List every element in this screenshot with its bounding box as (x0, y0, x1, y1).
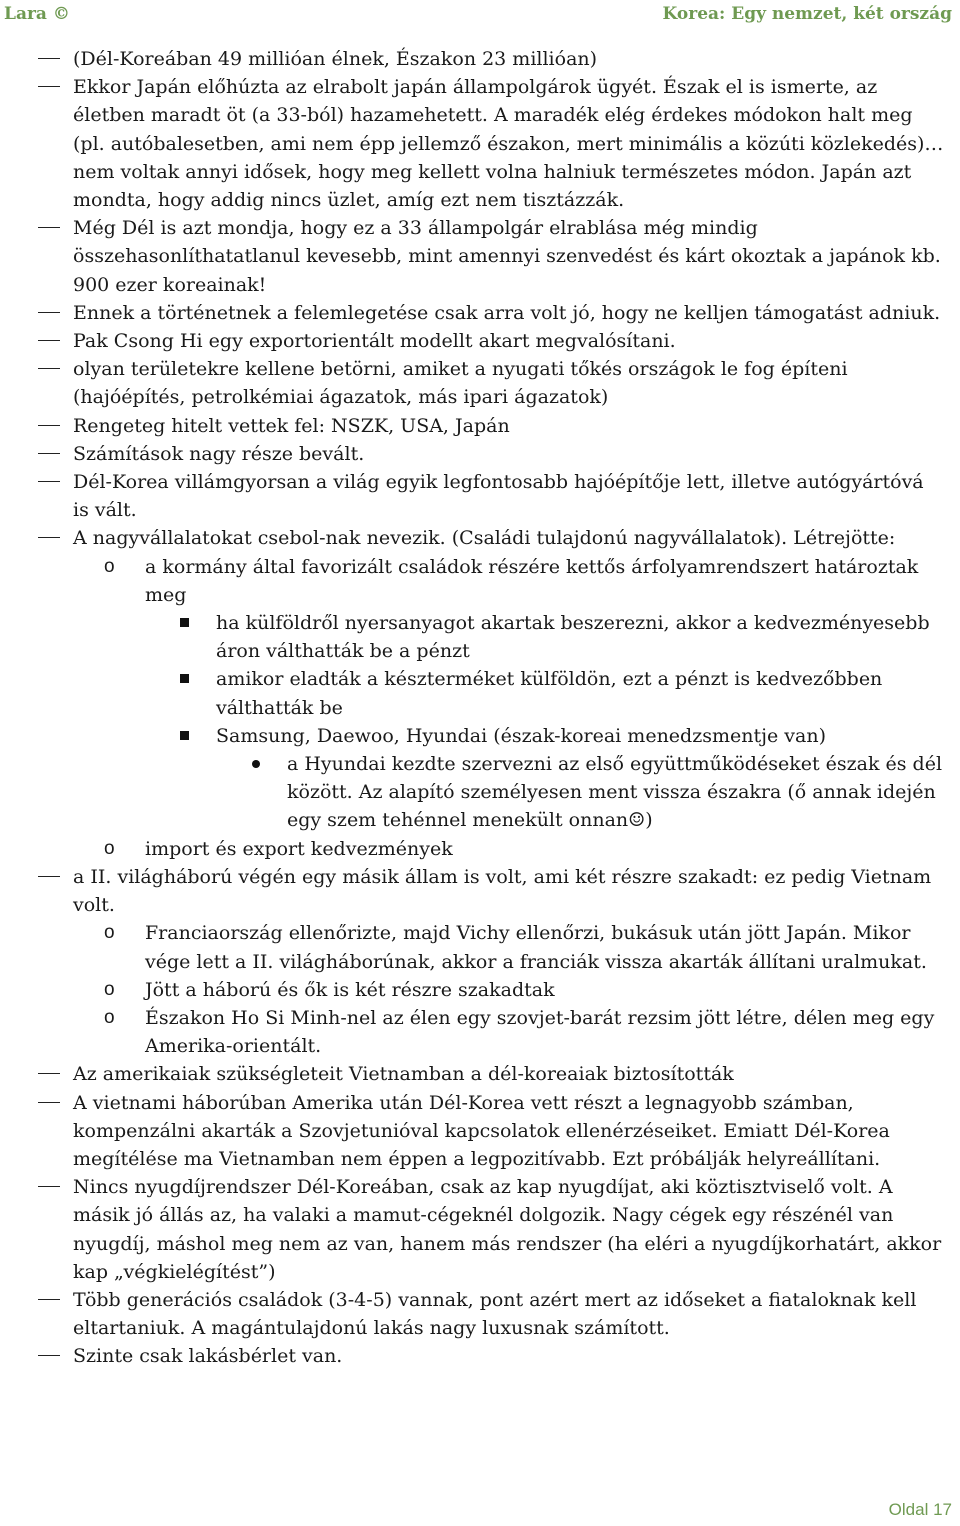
list-item (0, 1342, 960, 1370)
dash-bullet-icon (38, 368, 60, 369)
circle-bullet-icon: o (104, 978, 115, 1000)
dash-bullet-icon (38, 453, 60, 454)
list-item-text: a kormány által favorizált családok részére kettős árfolyamrendszert határoztak meg (145, 555, 919, 606)
list-item-text: olyan területekre kellene betörni, amiket a nyugati tőkés országok le fog építeni (hajóépítés, petrolkémiai ágazatok, más ipari ágazatok) (73, 358, 848, 409)
list-item (0, 553, 960, 609)
dash-bullet-icon (38, 481, 60, 482)
list-item-text: Még Dél is azt mondja, hogy ez a 33 állampolgár elrablása még mindig összehasonlíthatatlanul kevesebb, mint amennyi szenvedést és kárt okoztak a japánok kb. 900 ezer koreainak! (73, 217, 941, 296)
dash-bullet-icon (38, 425, 60, 426)
list-item (0, 73, 960, 214)
header-title: Korea: Egy nemzet, két ország (662, 4, 952, 24)
list-item (0, 1089, 960, 1174)
dash-bullet-icon (38, 1355, 60, 1356)
dash-bullet-icon (38, 58, 60, 59)
list-item (0, 863, 960, 919)
header-author: Lara © (4, 4, 70, 24)
dash-bullet-icon (38, 340, 60, 341)
circle-bullet-icon: o (104, 837, 115, 859)
list-item (0, 750, 960, 835)
circle-bullet-icon: o (104, 1006, 115, 1028)
list-item-text: A nagyvállalatokat csebol-nak nevezik. (Családi tulajdonú nagyvállalatok). Létrejötte: (73, 527, 896, 550)
list-item-text: ha külföldről nyersanyagot akartak beszerezni, akkor a kedvezményesebb áron válthatták be a pénzt (216, 612, 930, 663)
list-item (0, 1060, 960, 1088)
circle-bullet-icon: o (104, 922, 115, 944)
square-bullet-icon (180, 618, 189, 627)
list-item-text: (Dél-Koreában 49 millióan élnek, Északon 23 millióan) (73, 48, 598, 70)
list-item-text: Rengeteg hitelt vettek fel: NSZK, USA, Japán (73, 414, 510, 437)
list-item-text: Nincs nyugdíjrendszer Dél-Koreában, csak az kap nyugdíjat, aki köztisztviselő volt. A másik jó állás az, ha valaki a mamut-cégeknél dolgozik. Nagy cégek egy részénél van nyugdíj, máshol meg nem az van, hanem más rendszer (ha eléri a nyugdíjkorhatárt, akkor kap „végkielégítést”) (73, 1176, 942, 1283)
list-item-text: import és export kedvezmények (145, 837, 453, 860)
list-item (0, 45, 960, 73)
dash-bullet-icon (38, 312, 60, 313)
document-body (0, 45, 960, 1371)
list-item (0, 722, 960, 750)
list-item (0, 976, 960, 1004)
list-item (0, 1286, 960, 1342)
list-item-text: a II. világháború végén egy másik állam is volt, ami két részre szakadt: ez pedig Vietnam volt. (73, 865, 932, 917)
dash-bullet-icon (38, 876, 60, 877)
page-number: Oldal 17 (888, 1500, 952, 1519)
square-bullet-icon (180, 674, 189, 683)
list-item (0, 299, 960, 327)
dash-bullet-icon (38, 86, 60, 87)
list-item-text: A vietnami háborúban Amerika után Dél-Korea vett részt a legnagyobb számban, kompenzálni akarták a Szovjetunióval kapcsolatok ellenérzéseiket. Emiatt Dél-Korea megítélése ma Vietnamban nem éppen a legpozitívabb. Ezt próbálják helyreállítani. (73, 1091, 890, 1170)
list-item-text: Franciaország ellenőrizte, majd Vichy ellenőrzi, bukásuk után jött Japán. Mikor vége lett a II. világháborúnak, akkor a franciák vissza akarták állítani uralmukat. (145, 922, 927, 973)
list-item (0, 440, 960, 468)
list-item-text: Samsung, Daewoo, Hyundai (észak-koreai menedzsmentje van) (216, 724, 826, 747)
list-item (0, 524, 960, 552)
list-item (0, 609, 960, 665)
dash-bullet-icon (38, 1186, 60, 1187)
list-item-text: Jött a háború és ők is két részre szakadtak (145, 978, 555, 1001)
square-bullet-icon (180, 731, 189, 740)
list-item-text: Szinte csak lakásbérlet van. (73, 1345, 343, 1368)
list-item-text: Számítások nagy része bevált. (73, 442, 365, 465)
list-item (0, 1173, 960, 1286)
dash-bullet-icon (38, 1073, 60, 1074)
list-item (0, 835, 960, 863)
list-item-text: amikor eladták a készterméket külföldön, ezt a pénzt is kedvezőbben válthatták be (216, 668, 883, 719)
list-item (0, 412, 960, 440)
list-item-text: Több generációs családok (3-4-5) vannak, pont azért mert az időseket a fiataloknak kell eltartaniuk. A magántulajdonú lakás nagy luxusnak számított. (73, 1288, 917, 1340)
circle-bullet-icon: o (104, 555, 115, 577)
dash-bullet-icon (38, 537, 60, 538)
list-item (0, 1004, 960, 1060)
list-item-text: Ekkor Japán előhúzta az elrabolt japán állampolgárok ügyét. Észak el is ismerte, az életben maradt öt (a 33-ból) hazamehetett. A maradék elég érdekes módokon halt meg (pl. autóbalesetben, ami nem épp jellemző északon, mert minimális a közúti közlekedés)… nem voltak annyi idősek, hogy meg kellett volna halniuk természetes módon. Japán azt mondta, hogy addig nincs üzlet, amíg ezt nem tisztázzák. (73, 76, 944, 212)
dash-bullet-icon (38, 1299, 60, 1300)
list-item (0, 919, 960, 975)
list-item-text: Dél-Korea villámgyorsan a világ egyik legfontosabb hajóépítője lett, illetve autógyártóvá is vált. (73, 471, 924, 522)
list-item-text: Északon Ho Si Minh-nel az élen egy szovjet-barát rezsim jött létre, délen meg egy Amerika-orientált. (145, 1006, 935, 1058)
list-item-text: Ennek a történetnek a felemlegetése csak arra volt jó, hogy ne kelljen támogatást adniuk. (73, 301, 941, 324)
list-item (0, 355, 960, 411)
list-item (0, 468, 960, 524)
list-item-text: Az amerikaiak szükségleteit Vietnamban a dél-koreaiak biztosították (73, 1063, 734, 1086)
list-item (0, 665, 960, 721)
dash-bullet-icon (38, 227, 60, 228)
list-item (0, 214, 960, 299)
dot-bullet-icon (252, 760, 260, 768)
dash-bullet-icon (38, 1102, 60, 1103)
list-item (0, 327, 960, 355)
page-header (0, 0, 960, 34)
list-item-text: Pak Csong Hi egy exportorientált modellt akart megvalósítani. (73, 330, 676, 353)
list-item-text: a Hyundai kezdte szervezni az első együttműködéseket észak és dél között. Az alapító személyesen ment vissza északra (ő annak idején egy szem tehénnel menekült onnan☺) (287, 753, 943, 832)
